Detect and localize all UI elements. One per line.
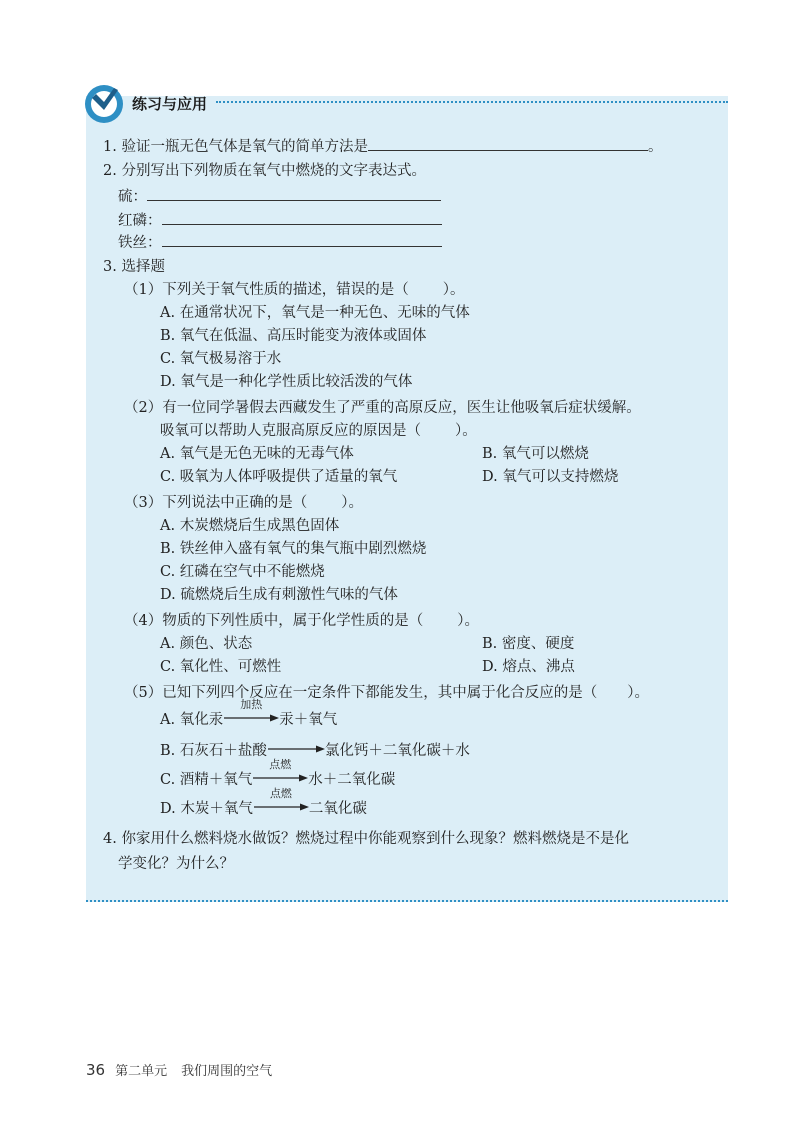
page-number: 36	[86, 1061, 106, 1079]
question-1: 1. 验证一瓶无色气体是氧气的简单方法是 。	[103, 136, 662, 157]
sub-question-3: （3）下列说法中正确的是（ ）。	[124, 495, 363, 511]
option: B. 氧气在低温、高压时能变为液体或固体	[160, 328, 427, 344]
chapter-title: 我们周围的空气	[181, 1064, 273, 1079]
option: D. 氧气可以支持燃烧	[482, 469, 619, 485]
sub-question-2-line2: 吸氧可以帮助人克服高原反应的原因是（ ）。	[160, 423, 477, 439]
option: C. 红磷在空气中不能燃烧	[160, 564, 325, 580]
question-3: 3. 选择题	[103, 259, 165, 275]
q2-item-iron-wire: 铁丝：	[118, 232, 442, 253]
option: A. 颜色、状态	[160, 636, 253, 652]
option: D. 硫燃烧后生成有刺激性气味的气体	[160, 587, 398, 603]
option: D. 氧气是一种化学性质比较活泼的气体	[160, 374, 413, 390]
page-footer	[86, 1060, 272, 1079]
question-4-line2: 学变化？为什么？	[118, 856, 234, 872]
option: A. 木炭燃烧后生成黑色固体	[160, 518, 340, 534]
reaction-arrow-icon: 加热	[223, 712, 279, 724]
option: B. 氧气可以燃烧	[482, 446, 589, 462]
reaction-a: A. 氧化汞 加热 汞＋氧气	[160, 698, 338, 728]
option: A. 在通常状况下，氧气是一种无色、无味的气体	[160, 305, 470, 321]
sub-question-5: （5）已知下列四个反应在一定条件下都能发生，其中属于化合反应的是（ ）。	[124, 685, 649, 701]
sub-question-2: （2）有一位同学暑假去西藏发生了严重的高原反应，医生让他吸氧后症状缓解。	[124, 400, 641, 416]
reaction-b: B. 石灰石＋盐酸 氯化钙＋二氧化碳＋水	[160, 743, 470, 759]
top-dotted-rule	[216, 101, 728, 103]
section-title: 练习与应用	[132, 95, 208, 113]
section-logo-icon	[84, 84, 124, 124]
option: C. 吸氧为人体呼吸提供了适量的氧气	[160, 469, 398, 485]
reaction-arrow-icon: 点燃	[252, 772, 308, 784]
question-4: 4. 你家用什么燃料烧水做饭？燃烧过程中你能观察到什么现象？燃料燃烧是不是化	[103, 831, 629, 847]
question-2: 2. 分别写出下列物质在氧气中燃烧的文字表达式。	[103, 163, 426, 179]
answer-blank[interactable]	[368, 136, 648, 151]
reaction-c: C. 酒精＋氧气 点燃 水＋二氧化碳	[160, 758, 396, 788]
bottom-dotted-rule	[86, 900, 728, 902]
answer-blank[interactable]	[147, 186, 441, 201]
reaction-arrow-icon: 点燃	[253, 801, 309, 813]
answer-blank[interactable]	[162, 210, 442, 225]
unit-label: 第二单元	[115, 1064, 168, 1079]
sub-question-4: （4）物质的下列性质中，属于化学性质的是（ ）。	[124, 613, 479, 629]
reaction-d: D. 木炭＋氧气 点燃 二氧化碳	[160, 787, 367, 817]
q2-item-red-phosphorus: 红磷：	[118, 210, 442, 231]
option: C. 氧气极易溶于水	[160, 351, 282, 367]
answer-blank[interactable]	[162, 232, 442, 247]
option: C. 氧化性、可燃性	[160, 659, 282, 675]
q2-item-sulfur: 硫：	[118, 186, 441, 207]
sub-question-1: （1）下列关于氧气性质的描述，错误的是（ ）。	[124, 282, 465, 298]
option: B. 铁丝伸入盛有氧气的集气瓶中剧烈燃烧	[160, 541, 427, 557]
reaction-arrow-icon	[267, 743, 325, 755]
option: A. 氧气是无色无味的无毒气体	[160, 446, 354, 462]
option: B. 密度、硬度	[482, 636, 575, 652]
option: D. 熔点、沸点	[482, 659, 575, 675]
